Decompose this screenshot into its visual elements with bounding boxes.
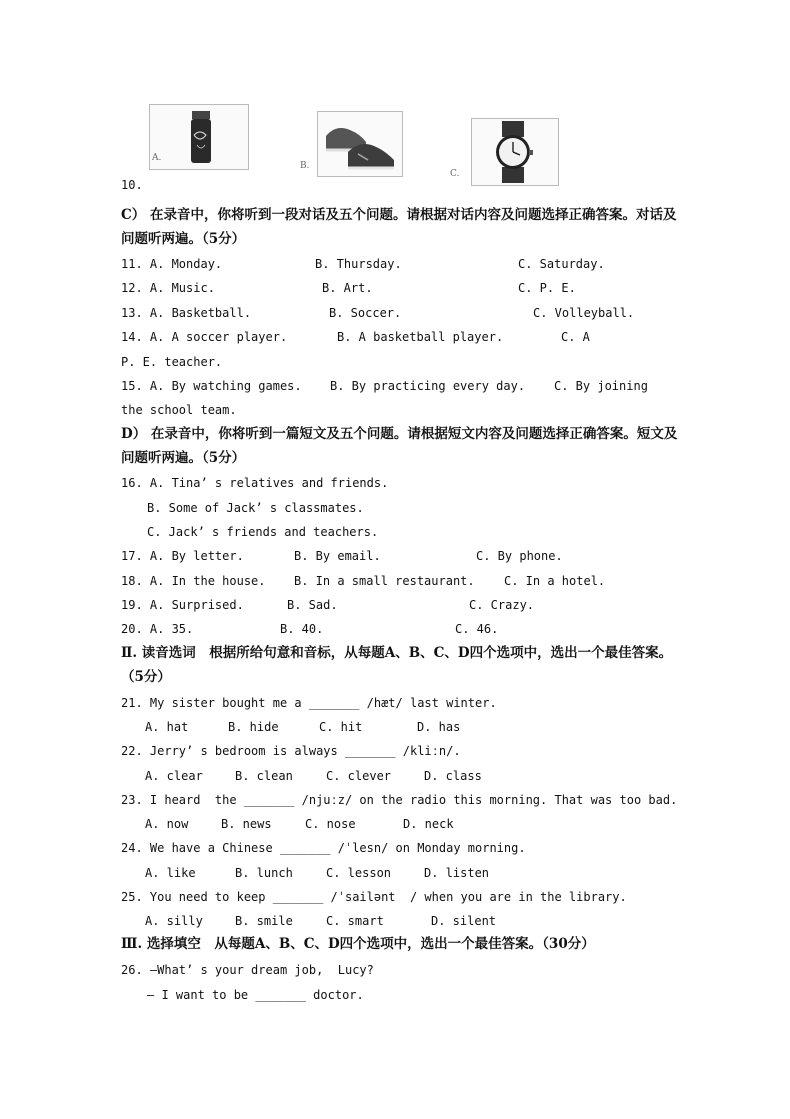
- wristwatch-icon: [472, 119, 558, 185]
- q11-option-c: C. Saturday.: [518, 257, 605, 271]
- q14-option-c: C. A: [561, 330, 590, 344]
- q20-option-c: C. 46.: [455, 622, 499, 636]
- q22-option-a: A. clear: [145, 769, 203, 783]
- picture-a-label: A.: [152, 153, 162, 163]
- picture-c-watch: [471, 118, 559, 186]
- q21-option-a: A. hat: [145, 720, 189, 734]
- q21-option-c: C. hit: [319, 720, 363, 734]
- q12-option-b: B. Art.: [322, 281, 373, 295]
- q19-option-c: C. Crazy.: [469, 598, 535, 612]
- section-c-heading: C） 在录音中，你将听到一段对话及五个问题。请根据对话内容及问题选择正确答案。对话及问题听两遍。（5分）: [121, 207, 677, 247]
- q12-option-c: C. P. E.: [518, 281, 576, 295]
- q14-option-b: B. A basketball player.: [337, 330, 504, 344]
- q13-option-c: C. Volleyball.: [533, 306, 635, 320]
- q11-option-a: 11. A. Monday.: [121, 257, 223, 271]
- q13-option-a: 13. A. Basketball.: [121, 306, 252, 320]
- q14-option-a: 14. A. A soccer player.: [121, 330, 288, 344]
- q16-option-b: B. Some of Jack’ s classmates.: [147, 501, 364, 515]
- q24-option-d: D. listen: [424, 866, 490, 880]
- q17-option-a: 17. A. By letter.: [121, 549, 244, 563]
- picture-c-label: C.: [450, 169, 460, 179]
- picture-b-sneakers: [317, 111, 403, 177]
- q15-option-c-cont: the school team.: [121, 403, 237, 417]
- q24-option-a: A. like: [145, 866, 196, 880]
- q21-option-b: B. hide: [228, 720, 279, 734]
- q17-option-b: B. By email.: [294, 549, 381, 563]
- q24-stem: 24. We have a Chinese _______ /ˈlesn/ on Monday morning.: [121, 841, 526, 855]
- q23-option-b: B. news: [221, 817, 272, 831]
- q22-option-c: C. clever: [326, 769, 392, 783]
- q23-stem: 23. I heard the _______ /njuːz/ on the radio this morning. That was too bad.: [121, 793, 678, 807]
- question-10-number: 10.: [121, 178, 143, 192]
- q11-option-b: B. Thursday.: [315, 257, 402, 271]
- q23-option-a: A. now: [145, 817, 189, 831]
- section-ii-heading: Ⅱ. 读音选词 根据所给句意和音标，从每题A、B、C、D四个选项中，选出一个最佳答案。（5分）: [121, 645, 673, 685]
- q18-option-a: 18. A. In the house.: [121, 574, 266, 588]
- q14-option-c-cont: P. E. teacher.: [121, 355, 223, 369]
- section-d-heading: D） 在录音中，你将听到一篇短文及五个问题。请根据短文内容及问题选择正确答案。短文及问题听两遍。（5分）: [121, 426, 678, 466]
- q24-option-b: B. lunch: [235, 866, 293, 880]
- q19-option-a: 19. A. Surprised.: [121, 598, 244, 612]
- q13-option-b: B. Soccer.: [329, 306, 402, 320]
- q20-option-b: B. 40.: [280, 622, 324, 636]
- q22-stem: 22. Jerry’ s bedroom is always _______ /kliːn/.: [121, 744, 461, 758]
- picture-b-label: B.: [300, 161, 310, 171]
- q25-stem: 25. You need to keep _______ /ˈsailənt / when you are in the library.: [121, 890, 627, 904]
- sneakers-icon: [318, 112, 402, 176]
- q16-option-c: C. Jack’ s friends and teachers.: [147, 525, 379, 539]
- picture-a-thermos: [149, 104, 249, 170]
- q26-line-1: 26. —What’ s your dream job, Lucy?: [121, 963, 374, 977]
- q25-option-b: B. smile: [235, 914, 293, 928]
- q22-option-d: D. class: [424, 769, 482, 783]
- q16-option-a: 16. A. Tina’ s relatives and friends.: [121, 476, 389, 490]
- q15-option-a: 15. A. By watching games.: [121, 379, 302, 393]
- q21-option-d: D. has: [417, 720, 461, 734]
- q25-option-a: A. silly: [145, 914, 203, 928]
- q24-option-c: C. lesson: [326, 866, 392, 880]
- q15-option-b: B. By practicing every day.: [330, 379, 526, 393]
- q25-option-d: D. silent: [431, 914, 497, 928]
- q25-option-c: C. smart: [326, 914, 384, 928]
- q19-option-b: B. Sad.: [287, 598, 338, 612]
- q21-stem: 21. My sister bought me a _______ /hæt/ last winter.: [121, 696, 497, 710]
- thermos-flask-icon: [150, 105, 248, 169]
- q18-option-b: B. In a small restaurant.: [294, 574, 475, 588]
- q26-line-2: — I want to be _______ doctor.: [147, 988, 364, 1002]
- q20-option-a: 20. A. 35.: [121, 622, 194, 636]
- q12-option-a: 12. A. Music.: [121, 281, 215, 295]
- q22-option-b: B. clean: [235, 769, 293, 783]
- section-iii-heading: Ⅲ. 选择填空 从每题A、B、C、D四个选项中，选出一个最佳答案。（30分）: [121, 936, 595, 952]
- q17-option-c: C. By phone.: [476, 549, 563, 563]
- q23-option-c: C. nose: [305, 817, 356, 831]
- q18-option-c: C. In a hotel.: [504, 574, 606, 588]
- q23-option-d: D. neck: [403, 817, 454, 831]
- q15-option-c: C. By joining: [554, 379, 648, 393]
